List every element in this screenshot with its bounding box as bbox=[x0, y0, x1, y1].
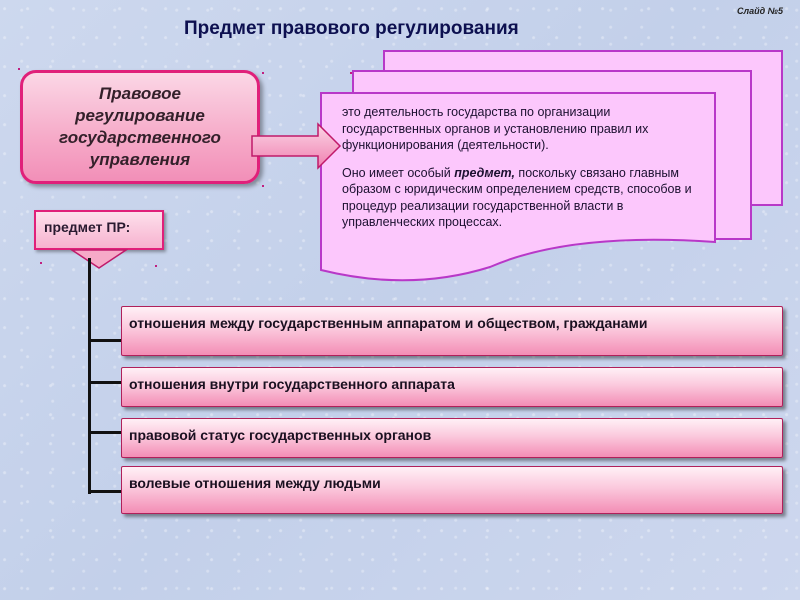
description-text-part: поскольку связано главным образом с юридическим определением средств, способов и процедур реализации государственной власти в управленческих процессах. bbox=[342, 165, 692, 229]
slide-title: Предмет правового регулирования bbox=[184, 18, 519, 39]
connector-branch bbox=[88, 490, 122, 493]
description-paragraph-1: это деятельность государства по организации государственных органов и установлению правил их функционирования (деятельности). bbox=[342, 105, 649, 152]
connector-branch bbox=[88, 339, 122, 342]
subject-label-box: предмет ПР: bbox=[34, 210, 164, 250]
main-concept-label: Правовое регулирование государственного управления bbox=[59, 84, 221, 169]
connector-vertical-line bbox=[88, 258, 91, 494]
decor-dot bbox=[155, 265, 157, 267]
description-text-part: Оно имеет особый bbox=[342, 165, 455, 180]
main-concept-box bbox=[20, 70, 260, 184]
subject-item-4: волевые отношения между людьми bbox=[121, 466, 783, 514]
description-emphasis: предмет, bbox=[454, 165, 515, 180]
slide-number: Слайд №5 bbox=[737, 6, 783, 16]
connector-branch bbox=[88, 431, 122, 434]
decor-dot bbox=[18, 68, 20, 70]
down-arrow-icon bbox=[70, 248, 128, 270]
decor-dot bbox=[40, 262, 42, 264]
right-arrow-icon bbox=[250, 122, 342, 170]
decor-dot bbox=[262, 72, 264, 74]
description-paragraph-2 bbox=[342, 165, 712, 231]
decor-dot bbox=[262, 185, 264, 187]
subject-item-2: отношения внутри государственного аппарата bbox=[121, 367, 783, 407]
description-text bbox=[342, 104, 712, 231]
connector-branch bbox=[88, 381, 122, 384]
subject-item-3: правовой статус государственных органов bbox=[121, 418, 783, 458]
subject-item-1: отношения между государственным аппаратом и обществом, гражданами bbox=[121, 306, 783, 356]
